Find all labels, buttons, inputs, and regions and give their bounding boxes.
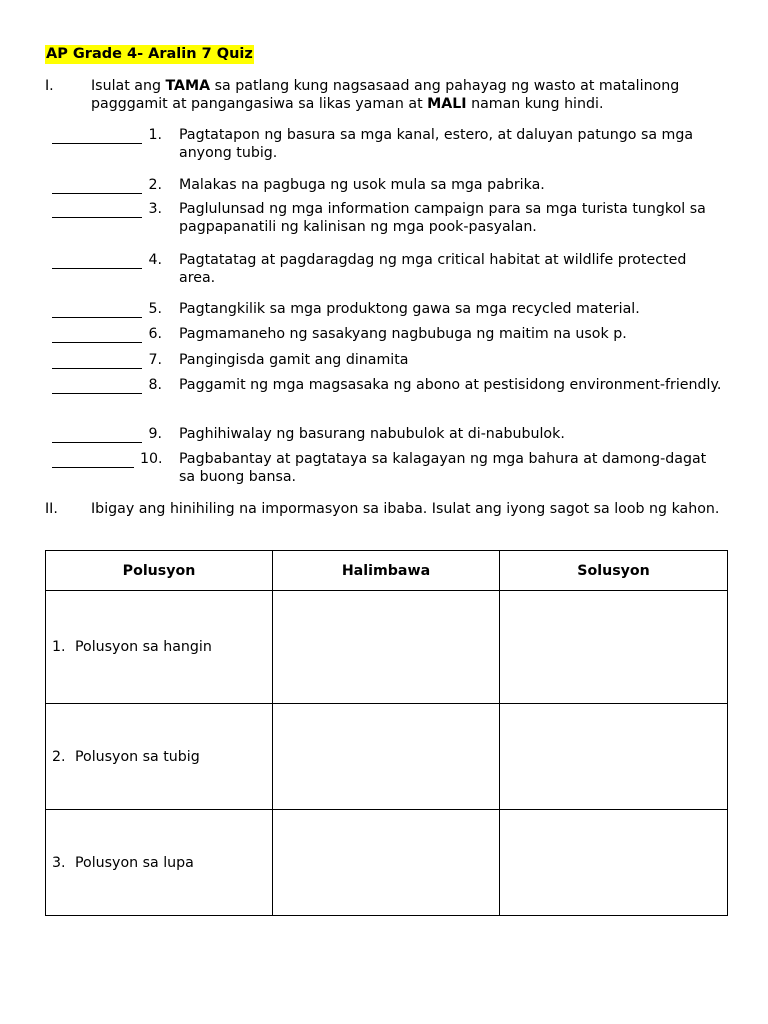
section-2-instruction: Ibigay ang hinihiling na impormasyon sa ibaba. Isulat ang iyong sagot sa loob ng kahon. <box>91 501 720 517</box>
answer-cell-solusyon-1[interactable] <box>500 591 728 704</box>
answer-blank-3[interactable] <box>52 201 142 218</box>
question-number-9: 9. <box>148 426 162 442</box>
question-text-2: Malakas na pagbuga ng usok mula sa mga pabrika. <box>179 177 545 193</box>
keyword-mali: MALI <box>427 96 467 112</box>
section-1-instruction <box>91 77 731 113</box>
answer-blank-6[interactable] <box>52 326 142 343</box>
section-1-numeral: I. <box>45 78 54 94</box>
answer-blank-8[interactable] <box>52 377 142 394</box>
table-row <box>46 810 728 916</box>
row-number: 3. <box>52 854 66 871</box>
answer-blank-2[interactable] <box>52 177 142 194</box>
table-row <box>46 591 728 704</box>
header-solusyon: Solusyon <box>500 551 728 591</box>
instruction-text: sa patlang kung nagsasaad ang pahayag ng wasto at matalinong pagggamit at pangangasiwa sa likas yaman at <box>91 78 680 112</box>
row-label-text: Polusyon sa hangin <box>75 639 212 655</box>
answer-cell-solusyon-3[interactable] <box>500 810 728 916</box>
row-label-text: Polusyon sa tubig <box>75 748 200 765</box>
answer-cell-halimbawa-2[interactable] <box>273 704 500 810</box>
question-text-6: Pagmamaneho ng sasakyang nagbubuga ng maitim na usok p. <box>179 326 627 342</box>
row-label-text: Polusyon sa lupa <box>75 854 194 871</box>
row-number: 2. <box>52 748 66 765</box>
section-2-numeral: II. <box>45 501 58 517</box>
row-number: 1. <box>52 639 66 655</box>
question-text-7: Pangingisda gamit ang dinamita <box>179 352 409 368</box>
question-number-7: 7. <box>148 352 162 368</box>
pollution-table <box>45 550 728 916</box>
instruction-text: Isulat ang <box>91 78 166 94</box>
question-number-1: 1. <box>148 127 162 143</box>
question-text-1: Pagtatapon ng basura sa mga kanal, estero, at daluyan patungo sa mga anyong tubig. <box>179 127 694 161</box>
question-text-5: Pagtangkilik sa mga produktong gawa sa mga recycled material. <box>179 301 640 317</box>
instruction-text: naman kung hindi. <box>466 96 604 112</box>
question-number-3: 3. <box>148 201 162 217</box>
keyword-tama: TAMA <box>165 78 211 94</box>
question-number-8: 8. <box>148 377 162 393</box>
table-header-row <box>46 551 728 591</box>
header-halimbawa: Halimbawa <box>273 551 500 591</box>
answer-cell-solusyon-2[interactable] <box>500 704 728 810</box>
question-number-6: 6. <box>148 326 162 342</box>
question-number-2: 2. <box>148 177 162 193</box>
table-row <box>46 704 728 810</box>
question-text-10: Pagbabantay at pagtataya sa kalagayan ng mga bahura at damong-dagat sa buong bansa. <box>179 451 707 485</box>
answer-blank-7[interactable] <box>52 352 142 369</box>
question-text-8: Paggamit ng mga magsasaka ng abono at pestisidong environment-friendly. <box>179 377 722 393</box>
answer-cell-halimbawa-3[interactable] <box>273 810 500 916</box>
row-label-hangin <box>46 591 273 704</box>
answer-blank-5[interactable] <box>52 301 142 318</box>
answer-blank-1[interactable] <box>52 127 142 144</box>
header-polusyon: Polusyon <box>46 551 273 591</box>
question-number-4: 4. <box>148 252 162 268</box>
question-text-9: Paghihiwalay ng basurang nabubulok at di-nabubulok. <box>179 426 565 442</box>
answer-blank-9[interactable] <box>52 426 142 443</box>
answer-blank-10[interactable] <box>52 451 134 468</box>
row-label-tubig <box>46 704 273 810</box>
question-text-3: Paglulunsad ng mga information campaign para sa mga turista tungkol sa pagpapanatili ng kalinisan ng mga pook-pasyalan. <box>179 201 706 235</box>
question-number-10: 10. <box>140 451 163 467</box>
answer-blank-4[interactable] <box>52 252 142 269</box>
answer-cell-halimbawa-1[interactable] <box>273 591 500 704</box>
question-text-4: Pagtatatag at pagdaragdag ng mga critical habitat at wildlife protected area. <box>179 252 687 286</box>
row-label-lupa <box>46 810 273 916</box>
quiz-title: AP Grade 4- Aralin 7 Quiz <box>46 46 253 62</box>
question-number-5: 5. <box>148 301 162 317</box>
